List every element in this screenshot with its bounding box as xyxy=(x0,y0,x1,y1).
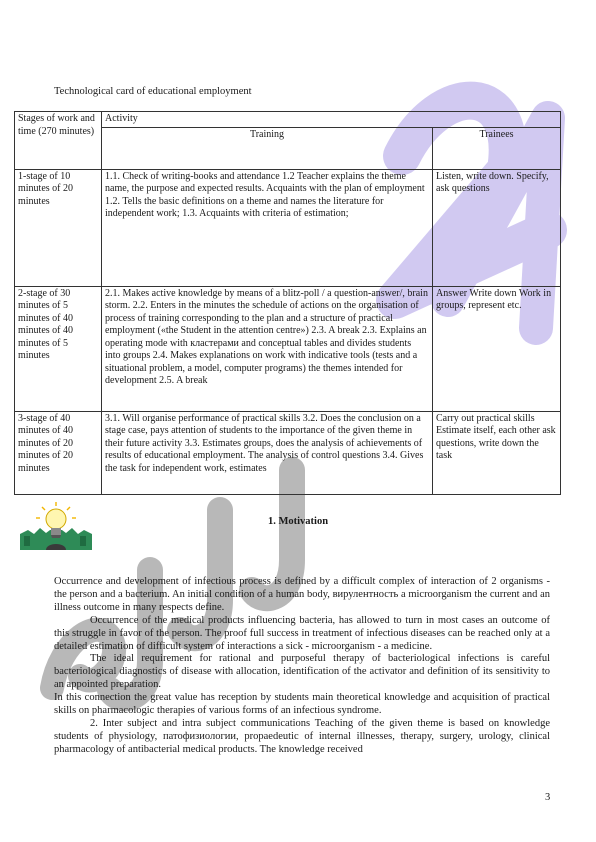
table-row xyxy=(15,169,561,286)
page-number: 3 xyxy=(545,792,551,803)
paragraph: 2. Inter subject and intra subject communications Teaching of the given theme is based on knowledge students of physiology, патофизиологии, propaedeutic of internal illnesses, therapy, surgery, urology, clinical pharmacology of antibacterial medical products. The knowledge received xyxy=(54,717,550,755)
table-row xyxy=(15,411,561,494)
body-text xyxy=(54,576,550,757)
training-cell: 1.1. Check of writing-books and attendance 1.2 Teacher explains the theme name, the purpose and expected results. Acquaints with the plan of employment 1.2. Tells the basic definitions on a theme and names the literature for independent work; 1.3. Acquaints with criteria of estimation; xyxy=(102,169,433,286)
paragraph: The ideal requirement for rational and purposeful therapy of bacteriological infections is careful bacteriological diagnostics of disease with allocation, identification of the activator and definition of its sensitivity to an appointed preparation. xyxy=(54,653,550,691)
paragraph: Occurrence of the medical products influencing bacteria, has allowed to turn in most cases an outcome of this struggle in favor of the person. The proof full success in treatment of infectious diseases can be reached only at a detailed estimation of difficult system of interactions a sick - microorganism - a medicine. xyxy=(54,614,550,652)
trainees-cell: Listen, write down. Specify, ask questions xyxy=(433,169,561,286)
table-header-row xyxy=(15,112,561,128)
paragraph: In this connection the great value has reception by students main theoretical knowledge and acquisition of practical skills on pharmacologic therapies of various forms of an infectious syndrome. xyxy=(54,692,550,717)
header-training: Training xyxy=(102,127,433,169)
stage-cell: 2-stage of 30 minutes of 5 minutes of 40 minutes of 40 minutes of 5 minutes xyxy=(15,286,102,411)
section-heading-motivation: 1. Motivation xyxy=(267,516,329,527)
header-activity: Activity xyxy=(102,112,561,128)
paragraph: Occurrence and development of infectious process is defined by a difficult complex of interaction of 2 organisms - the person and a bacterium. An initial condition of a human body, вирулентность a microorganism the current and an illness outcome in many respects define. xyxy=(54,576,550,613)
document-title: Technological card of educational employment xyxy=(54,86,252,97)
trainees-cell: Answer Write down Work in groups, represent etc. xyxy=(433,286,561,411)
header-stage: Stages of work and time (270 minutes) xyxy=(15,112,102,170)
header-trainees: Trainees xyxy=(433,127,561,169)
table-row xyxy=(15,286,561,411)
trainees-cell: Carry out practical skills Estimate itself, each other ask questions, write down the task xyxy=(433,411,561,494)
training-cell: 3.1. Will organise performance of practical skills 3.2. Does the conclusion on a stage case, pays attention of students to the importance of the given theme in their future activity 3.3. Estimates groups, does the analysis of achievements of results of educational employment. The analysis of control questions 3.4. Gives the task for independent work, estimates xyxy=(102,411,433,494)
stage-cell: 1-stage of 10 minutes of 20 minutes xyxy=(15,169,102,286)
technological-card-table xyxy=(14,111,561,495)
stage-cell: 3-stage of 40 minutes of 40 minutes of 20 minutes of 20 minutes xyxy=(15,411,102,494)
training-cell: 2.1. Makes active knowledge by means of a blitz-poll / a question-answer/, brain storm. 2.2. Enters in the minutes the schedule of actions on the organisation of process of training corresponding to the plan and a structure of practical employment («the Student in the attention centre») 2.3. A break 2.3. Explains an operating mode with кластерами and conceptual tables and divides students into groups 2.4. Makes explanations on work with indicative tools (tests and a situational problem, a model, computer programs) the themes intended for development 2.5. A break xyxy=(102,286,433,411)
